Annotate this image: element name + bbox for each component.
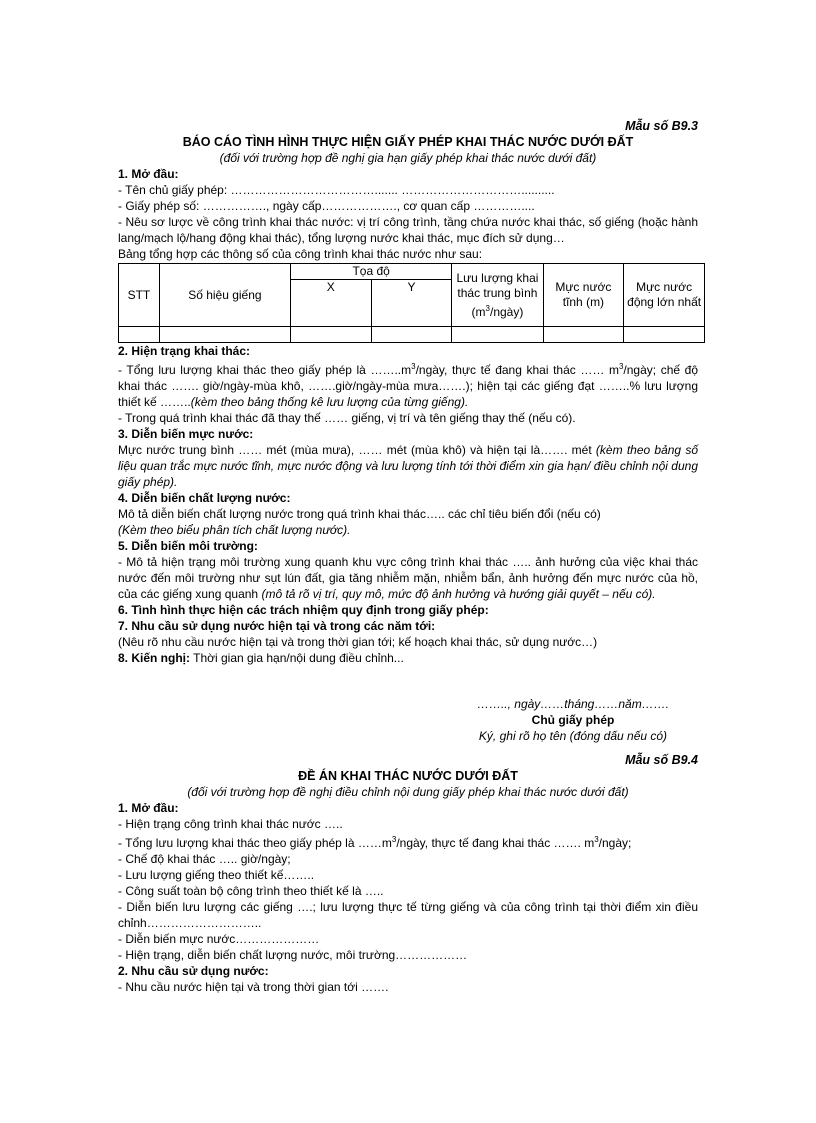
works-summary-line: - Nêu sơ lược về công trình khai thác nước: vị trí công trình, tầng chứa nước khai thác, số giếng (hoặc hành lang/mạch lộ/hang động khai thác), tổng lượng nước khai thác, mục đích sử dụng… [118,215,698,245]
b94-line-7: - Diễn biến mực nước………………… [118,932,320,946]
form-number-b93: Mẫu số B9.3 [625,119,698,133]
table-intro-line: Bảng tổng hợp các thông số của công trình khai thác nước như sau: [118,247,483,261]
flow-unit-post: /ngày) [489,304,524,319]
s2-text-a: - Tổng lưu lượng khai thác theo giấy phép là ……..m [118,363,412,377]
s5-italic-note: (mô tả rõ vị trí, quy mô, mức độ ảnh hưởng và hướng giải quyết – nếu có). [261,587,656,601]
table-header-row [119,264,705,280]
b94-line-2 [118,832,698,851]
flow-label: Lưu lượng khai thác trung bình [456,270,539,300]
table-cell[interactable] [452,327,543,343]
s2-text-b: /ngày, thực tế đang khai thác …… m [415,363,619,377]
report-title: BÁO CÁO TÌNH HÌNH THỰC HIỆN GIẤY PHÉP KHAI THÁC NƯỚC DƯỚI ĐẤT [182,135,634,149]
section-4-heading: 4. Diễn biến chất lượng nước: [118,491,291,505]
form-number-b94: Mẫu số B9.4 [625,753,698,767]
b94-line-8: - Hiện trạng, diễn biến chất lượng nước, môi trường……………… [118,948,468,962]
signature-date: …….., ngày……tháng……năm……. [476,697,670,711]
header-coordinates: Tọa độ [290,264,451,280]
s2-italic-note: (kèm theo bảng thống kê lưu lượng của từng giếng). [190,395,469,409]
section-4-italic-note: (Kèm theo biểu phân tích chất lượng nước). [118,523,351,537]
header-x: X [290,280,371,327]
section-8-text: Thời gian gia hạn/nội dung điều chỉnh... [190,651,404,665]
b94-line-6: - Diễn biến lưu lượng các giếng ….; lưu lượng thực tế từng giếng và của công trình tại thời điểm xin điều chỉnh……………………….. [118,900,698,930]
section-1-heading: 1. Mở đầu: [118,167,179,181]
well-parameters-table [118,263,705,343]
s2-sup-1: 3 [411,362,416,371]
section-7-heading: 7. Nhu cầu sử dụng nước hiện tại và trong các năm tới: [118,619,436,633]
section-2-paragraph-2: - Trong quá trình khai thác đã thay thế …… giếng, vị trí và tên giếng thay thế (nếu có). [118,411,576,425]
table-cell[interactable] [119,327,160,343]
section-7-paragraph: (Nêu rõ nhu cầu nước hiện tại và trong thời gian tới; kế hoạch khai thác, sử dụng nước…) [118,635,598,649]
section-8-heading: 8. Kiến nghị: [118,651,190,665]
section-4-paragraph: Mô tả diễn biến chất lượng nước trong quá trình khai thác….. các chỉ tiêu biến đổi (nếu có) [118,507,601,521]
table-cell[interactable] [543,327,624,343]
license-number-line: - Giấy phép số: ……………., ngày cấp………………., cơ quan cấp ………….... [118,199,535,213]
table-cell[interactable] [159,327,290,343]
header-y: Y [371,280,452,327]
section-5-heading: 5. Diễn biến môi trường: [118,539,258,553]
section-3-paragraph [118,442,698,490]
section-6-heading: 6. Tình hình thực hiện các trách nhiệm quy định trong giấy phép: [118,603,489,617]
document [118,118,702,995]
flow-unit-sup: 3 [485,303,490,313]
section-3-heading: 3. Diễn biến mực nước: [118,427,254,441]
b94-sup-2: 3 [594,835,599,844]
header-well-id: Số hiệu giếng [159,264,290,327]
header-dynamic-level: Mực nước động lớn nhất [624,264,705,327]
b94-l2-a: - Tổng lưu lượng khai thác theo giấy phép là ……m [118,836,392,850]
flow-unit-pre: (m [471,304,486,319]
report-subtitle: (đối với trường hợp đề nghị gia hạn giấy phép khai thác nước dưới đất) [219,151,597,165]
b94-line-1: - Hiện trạng công trình khai thác nước ….. [118,817,343,831]
proposal-subtitle: (đối với trường hợp đề nghị điều chỉnh nội dung giấy phép khai thác nước dưới đất) [187,785,629,799]
section-2-paragraph-1 [118,359,698,410]
b94-section-2-heading: 2. Nhu cầu sử dụng nước: [118,964,269,978]
b94-line-3: - Chế độ khai thác ….. giờ/ngày; [118,852,291,866]
b94-section-1-heading: 1. Mở đầu: [118,801,179,815]
signature-holder: Chủ giấy phép [531,713,615,727]
header-flow [452,264,543,327]
signature-block [448,696,698,744]
licensee-name-line: - Tên chủ giấy phép: ………………………………....... ………………………….......... [118,183,555,197]
s3-italic-note: (kèm theo bảng số liệu quan trắc mực nước tĩnh, mực nước động và lưu lượng tính tới thời điểm xin gia hạn/ điều chỉnh nội dung giấy phép). [118,443,698,489]
table-empty-row [119,327,705,343]
section-8-line [118,650,698,666]
header-stt: STT [119,264,160,327]
table-cell[interactable] [624,327,705,343]
b94-line-5: - Công suất toàn bộ công trình theo thiết kế là ….. [118,884,384,898]
proposal-title: ĐỀ ÁN KHAI THÁC NƯỚC DƯỚI ĐẤT [298,769,518,783]
s2-sup-2: 3 [618,362,624,371]
table-cell[interactable] [371,327,452,343]
s3-text: Mực nước trung bình …… mét (mùa mưa), …… mét (mùa khô) và hiện tại là……. mét [118,443,596,457]
b94-s2-line-1: - Nhu cầu nước hiện tại và trong thời gian tới ……. [118,980,389,994]
header-static-level: Mực nước tĩnh (m) [543,264,624,327]
b94-l2-b: /ngày, thực tế đang khai thác ……. m [396,836,595,850]
s5-text: - Mô tả hiện trạng môi trường xung quanh khu vực công trình khai thác ….. ảnh hưởng của việc khai thác nước đến môi trường như sụt lún đất, gia tăng nhiễm mặn, nhiễm bẩn, ảnh hưởng đến mực nước của hồ, của các giếng xung quanh [118,555,698,601]
section-2-heading: 2. Hiện trạng khai thác: [118,344,251,358]
b94-l2-c: /ngày; [598,836,632,850]
b94-sup-1: 3 [391,835,397,844]
section-5-paragraph [118,554,698,602]
signature-note: Ký, ghi rõ họ tên (đóng dấu nếu có) [478,729,668,743]
table-cell[interactable] [290,327,371,343]
s2-text-c: /ngày; chế độ khai thác ……. giờ/ngày-mùa khô, …….giờ/ngày-mùa mưa…….); hiện tại các giếng đạt ……..% lưu lượng thiết kế …….. [118,363,698,409]
b94-line-4: - Lưu lượng giếng theo thiết kế…….. [118,868,315,882]
